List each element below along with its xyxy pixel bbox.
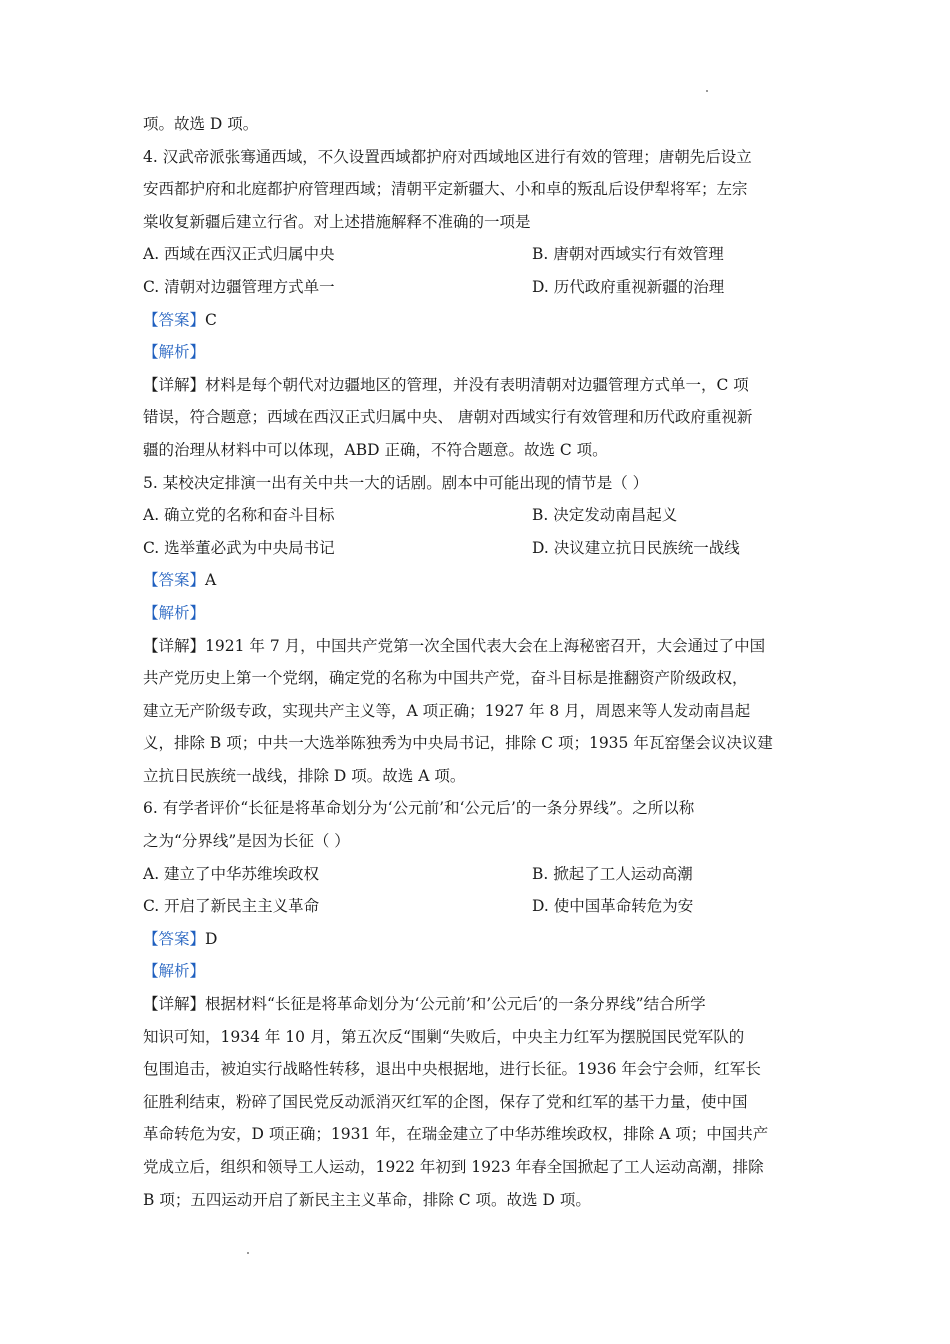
option-c: C. 选举董必武为中央局书记 [143,538,335,557]
analysis-line [143,336,811,369]
option-d: D. 历代政府重视新疆的治理 [532,277,725,296]
question-stem-line: 4. 汉武帝派张骞通西域，不久设置西域都护府对西域地区进行有效的管理；唐朝先后设立 [143,147,752,166]
detail-line: 征胜利结束，粉碎了国民党反动派消灭红军的企图，保存了党和红军的基干力量，使中国 [143,1092,748,1111]
detail-line: 建立无产阶级专政，实现共产主义等，A 项正确；1927 年 8 月，周恩来等人发动南昌起 [143,701,751,720]
options-row [143,532,811,565]
answer-value: C [205,310,217,329]
answer-tag: 【答案】 [143,929,206,948]
detail-line: 革命转危为安，D 项正确；1931 年，在瑞金建立了中华苏维埃政权，排除 A 项；中国共产 [143,1125,769,1144]
analysis-tag: 【解析】 [143,962,206,981]
option-b: B. 掀起了工人运动高潮 [532,864,693,883]
options-row [143,499,811,532]
options-row [143,858,811,891]
answer-tag: 【答案】 [143,571,206,590]
detail-line: B 项；五四运动开启了新民主主义革命，排除 C 项。故选 D 项。 [143,1190,591,1209]
decorative-dot-top [706,90,708,92]
answer-value: D [205,929,218,948]
question-5 [143,467,811,793]
analysis-line [143,955,811,988]
analysis-tag: 【解析】 [143,603,206,622]
detail-tag: 【详解】 [143,636,206,655]
analysis-line [143,597,811,630]
question-stem-line: 之为“分界线”是因为长征（ ） [143,832,350,851]
question-4 [143,141,811,467]
detail-text: 材料是每个朝代对边疆地区的管理，并没有表明清朝对边疆管理方式单一，C 项 [205,375,749,394]
intro-tail: 项。故选 D 项。 [143,115,259,133]
option-c: C. 开启了新民主主义革命 [143,897,320,916]
answer-line [143,564,811,597]
detail-tag: 【详解】 [143,375,206,394]
option-b: B. 决定发动南昌起义 [532,506,678,525]
detail-line: 错误，符合题意；西域在西汉正式归属中央、 唐朝对西域实行有效管理和历代政府重视新 [143,408,753,427]
detail-line [143,630,811,663]
answer-tag: 【答案】 [143,310,206,329]
detail-line [143,369,811,402]
answer-value: A [205,571,217,590]
question-stem-line: 棠收复新疆后建立行省。对上述措施解释不准确的一项是 [143,212,531,231]
option-a: A. 确立党的名称和奋斗目标 [143,506,335,525]
options-row [143,271,811,304]
detail-line: 知识可知，1934 年 10 月，第五次反“围剿“失败后，中央主力红军为摆脱国民党军队的 [143,1027,745,1046]
options-row [143,890,811,923]
detail-line [143,988,811,1021]
document-body [143,108,811,1216]
detail-line: 包围追击，被迫实行战略性转移，退出中央根据地，进行长征。1936 年会宁会师，红军长 [143,1060,761,1079]
detail-line: 共产党历史上第一个党纲，确定党的名称为中国共产党，奋斗目标是推翻资产阶级政权， [143,669,748,688]
question-stem-line: 安西都护府和北庭都护府管理西域；清朝平定新疆大、小和卓的叛乱后设伊犁将军；左宗 [143,180,748,199]
question-stem-line: 6. 有学者评价“长征是将革命划分为‘公元前’和‘公元后’的一条分界线”。之所以称 [143,799,695,818]
option-a: A. 建立了中华苏维埃政权 [143,864,320,883]
detail-line: 疆的治理从材料中可以体现，ABD 正确，不符合题意。故选 C 项。 [143,440,608,459]
option-d: D. 使中国革命转危为安 [532,897,694,916]
analysis-tag: 【解析】 [143,343,206,362]
question-stem-line: 5. 某校决定排演一出有关中共一大的话剧。剧本中可能出现的情节是（ ） [143,473,649,492]
decorative-dot-bottom [247,1252,249,1254]
detail-text: 根据材料“长征是将革命划分为‘公元前’和’公元后’的一条分界线”结合所学 [205,995,706,1014]
option-a: A. 西域在西汉正式归属中央 [143,245,335,264]
detail-tag: 【详解】 [143,995,206,1014]
detail-line: 立抗日民族统一战线，排除 D 项。故选 A 项。 [143,766,466,785]
answer-line [143,923,811,956]
option-d: D. 决议建立抗日民族统一战线 [532,538,740,557]
detail-line: 义，排除 B 项；中共一大选举陈独秀为中央局书记，排除 C 项；1935 年瓦窑堡会议决议建 [143,734,773,753]
options-row [143,238,811,271]
option-c: C. 清朝对边疆管理方式单一 [143,277,335,296]
question-6 [143,792,811,1216]
detail-line: 党成立后，组织和领导工人运动，1922 年初到 1923 年春全国掀起了工人运动高潮，排除 [143,1158,764,1176]
detail-text: 1921 年 7 月，中国共产党第一次全国代表大会在上海秘密召开，大会通过了中国 [205,636,766,655]
option-b: B. 唐朝对西域实行有效管理 [532,245,724,264]
answer-line [143,304,811,337]
